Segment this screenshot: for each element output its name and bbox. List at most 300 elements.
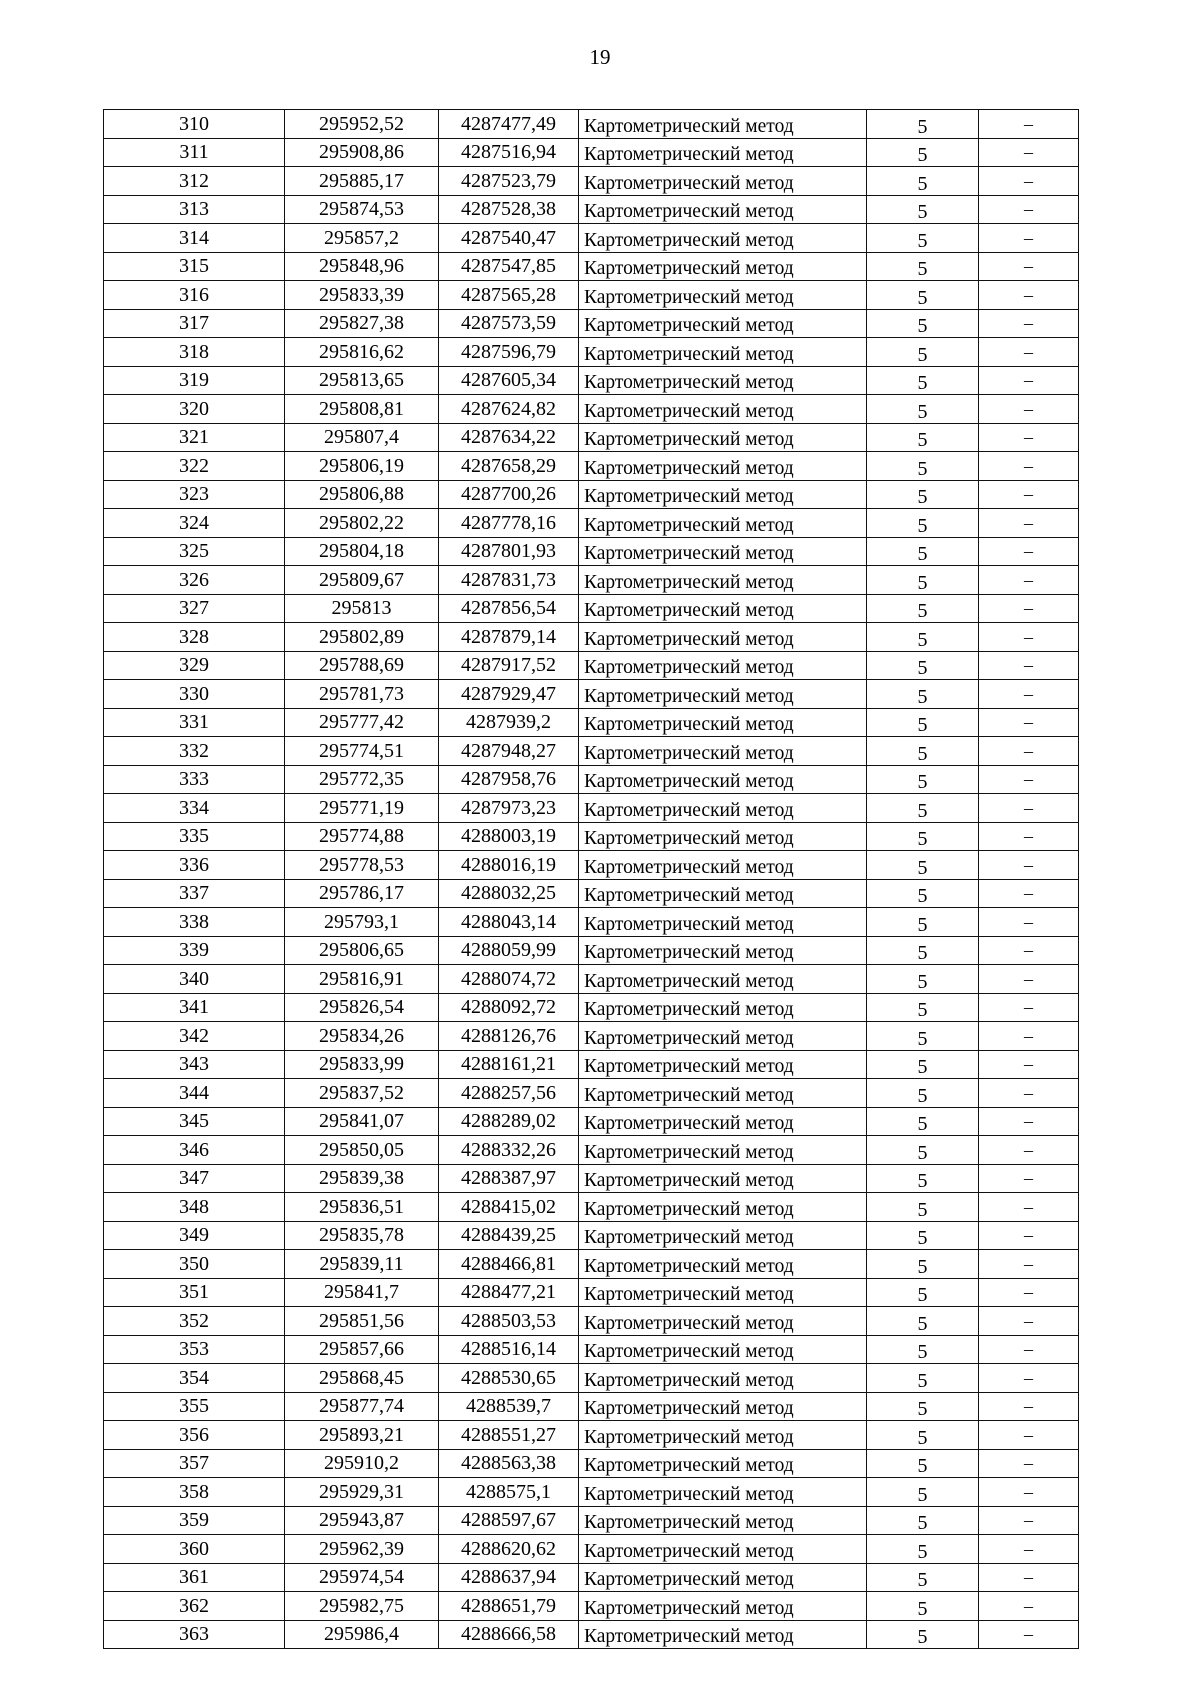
table-row — [104, 252, 1079, 281]
point-number-cell: 322 — [104, 452, 285, 481]
method-cell: Картометрический метод — [579, 252, 867, 281]
note-cell: – — [979, 765, 1079, 794]
point-number-cell: 319 — [104, 366, 285, 395]
table-row — [104, 737, 1079, 766]
x-coordinate-cell: 295908,86 — [285, 138, 439, 167]
coordinates-table — [103, 109, 1079, 1649]
table-row — [104, 195, 1079, 224]
y-coordinate-cell: 4288032,25 — [439, 879, 579, 908]
accuracy-cell: 5 — [867, 765, 979, 794]
point-number-cell: 333 — [104, 765, 285, 794]
x-coordinate-cell: 295877,74 — [285, 1392, 439, 1421]
point-number-cell: 320 — [104, 395, 285, 424]
point-number-cell: 353 — [104, 1335, 285, 1364]
note-cell: – — [979, 309, 1079, 338]
x-coordinate-cell: 295826,54 — [285, 993, 439, 1022]
method-cell: Картометрический метод — [579, 708, 867, 737]
table-row — [104, 423, 1079, 452]
note-cell: – — [979, 651, 1079, 680]
note-cell: – — [979, 1079, 1079, 1108]
note-cell: – — [979, 395, 1079, 424]
y-coordinate-cell: 4288387,97 — [439, 1164, 579, 1193]
point-number-cell: 338 — [104, 908, 285, 937]
x-coordinate-cell: 295816,62 — [285, 338, 439, 367]
accuracy-cell: 5 — [867, 1478, 979, 1507]
accuracy-cell: 5 — [867, 1164, 979, 1193]
note-cell: – — [979, 1563, 1079, 1592]
x-coordinate-cell: 295793,1 — [285, 908, 439, 937]
page-number: 19 — [589, 45, 611, 69]
accuracy-cell: 5 — [867, 110, 979, 139]
point-number-cell: 323 — [104, 480, 285, 509]
note-cell: – — [979, 224, 1079, 253]
accuracy-cell: 5 — [867, 480, 979, 509]
point-number-cell: 339 — [104, 936, 285, 965]
x-coordinate-cell: 295771,19 — [285, 794, 439, 823]
method-cell: Картометрический метод — [579, 452, 867, 481]
point-number-cell: 311 — [104, 138, 285, 167]
note-cell: – — [979, 281, 1079, 310]
note-cell: – — [979, 1392, 1079, 1421]
x-coordinate-cell: 295777,42 — [285, 708, 439, 737]
x-coordinate-cell: 295834,26 — [285, 1022, 439, 1051]
point-number-cell: 327 — [104, 594, 285, 623]
point-number-cell: 357 — [104, 1449, 285, 1478]
y-coordinate-cell: 4288575,1 — [439, 1478, 579, 1507]
x-coordinate-cell: 295802,89 — [285, 623, 439, 652]
accuracy-cell: 5 — [867, 366, 979, 395]
note-cell: – — [979, 1164, 1079, 1193]
accuracy-cell: 5 — [867, 708, 979, 737]
note-cell: – — [979, 908, 1079, 937]
x-coordinate-cell: 295809,67 — [285, 566, 439, 595]
x-coordinate-cell: 295781,73 — [285, 680, 439, 709]
x-coordinate-cell: 295857,66 — [285, 1335, 439, 1364]
point-number-cell: 346 — [104, 1136, 285, 1165]
accuracy-cell: 5 — [867, 1250, 979, 1279]
y-coordinate-cell: 4288043,14 — [439, 908, 579, 937]
table-row — [104, 1278, 1079, 1307]
x-coordinate-cell: 295836,51 — [285, 1193, 439, 1222]
coordinates-table-body — [104, 110, 1079, 1649]
x-coordinate-cell: 295837,52 — [285, 1079, 439, 1108]
note-cell: – — [979, 1307, 1079, 1336]
x-coordinate-cell: 295786,17 — [285, 879, 439, 908]
point-number-cell: 343 — [104, 1050, 285, 1079]
method-cell: Картометрический метод — [579, 338, 867, 367]
accuracy-cell: 5 — [867, 623, 979, 652]
table-row — [104, 879, 1079, 908]
y-coordinate-cell: 4288439,25 — [439, 1221, 579, 1250]
accuracy-cell: 5 — [867, 537, 979, 566]
table-row — [104, 1535, 1079, 1564]
y-coordinate-cell: 4288016,19 — [439, 851, 579, 880]
x-coordinate-cell: 295774,88 — [285, 822, 439, 851]
note-cell: – — [979, 1250, 1079, 1279]
y-coordinate-cell: 4288332,26 — [439, 1136, 579, 1165]
y-coordinate-cell: 4288597,67 — [439, 1506, 579, 1535]
y-coordinate-cell: 4288563,38 — [439, 1449, 579, 1478]
y-coordinate-cell: 4287917,52 — [439, 651, 579, 680]
accuracy-cell: 5 — [867, 452, 979, 481]
x-coordinate-cell: 295974,54 — [285, 1563, 439, 1592]
accuracy-cell: 5 — [867, 1563, 979, 1592]
accuracy-cell: 5 — [867, 936, 979, 965]
method-cell: Картометрический метод — [579, 1392, 867, 1421]
method-cell: Картометрический метод — [579, 936, 867, 965]
x-coordinate-cell: 295839,38 — [285, 1164, 439, 1193]
y-coordinate-cell: 4288059,99 — [439, 936, 579, 965]
accuracy-cell: 5 — [867, 423, 979, 452]
accuracy-cell: 5 — [867, 680, 979, 709]
table-row — [104, 1563, 1079, 1592]
note-cell: – — [979, 1620, 1079, 1649]
accuracy-cell: 5 — [867, 1107, 979, 1136]
x-coordinate-cell: 295806,88 — [285, 480, 439, 509]
x-coordinate-cell: 295813,65 — [285, 366, 439, 395]
note-cell: – — [979, 965, 1079, 994]
table-row — [104, 1250, 1079, 1279]
method-cell: Картометрический метод — [579, 195, 867, 224]
table-row — [104, 224, 1079, 253]
y-coordinate-cell: 4287565,28 — [439, 281, 579, 310]
note-cell: – — [979, 566, 1079, 595]
point-number-cell: 326 — [104, 566, 285, 595]
y-coordinate-cell: 4287540,47 — [439, 224, 579, 253]
point-number-cell: 328 — [104, 623, 285, 652]
y-coordinate-cell: 4287831,73 — [439, 566, 579, 595]
accuracy-cell: 5 — [867, 1221, 979, 1250]
x-coordinate-cell: 295885,17 — [285, 167, 439, 196]
accuracy-cell: 5 — [867, 1278, 979, 1307]
method-cell: Картометрический метод — [579, 1164, 867, 1193]
note-cell: – — [979, 879, 1079, 908]
x-coordinate-cell: 295929,31 — [285, 1478, 439, 1507]
y-coordinate-cell: 4288516,14 — [439, 1335, 579, 1364]
note-cell: – — [979, 1278, 1079, 1307]
y-coordinate-cell: 4287573,59 — [439, 309, 579, 338]
point-number-cell: 344 — [104, 1079, 285, 1108]
point-number-cell: 318 — [104, 338, 285, 367]
method-cell: Картометрический метод — [579, 1079, 867, 1108]
table-row — [104, 110, 1079, 139]
method-cell: Картометрический метод — [579, 1535, 867, 1564]
accuracy-cell: 5 — [867, 993, 979, 1022]
y-coordinate-cell: 4287658,29 — [439, 452, 579, 481]
note-cell: – — [979, 623, 1079, 652]
note-cell: – — [979, 1136, 1079, 1165]
accuracy-cell: 5 — [867, 1079, 979, 1108]
y-coordinate-cell: 4288651,79 — [439, 1592, 579, 1621]
point-number-cell: 340 — [104, 965, 285, 994]
table-row — [104, 1022, 1079, 1051]
accuracy-cell: 5 — [867, 851, 979, 880]
point-number-cell: 350 — [104, 1250, 285, 1279]
point-number-cell: 332 — [104, 737, 285, 766]
method-cell: Картометрический метод — [579, 309, 867, 338]
x-coordinate-cell: 295808,81 — [285, 395, 439, 424]
method-cell: Картометрический метод — [579, 1478, 867, 1507]
point-number-cell: 345 — [104, 1107, 285, 1136]
y-coordinate-cell: 4288257,56 — [439, 1079, 579, 1108]
table-row — [104, 537, 1079, 566]
table-row — [104, 1364, 1079, 1393]
method-cell: Картометрический метод — [579, 993, 867, 1022]
note-cell: – — [979, 1535, 1079, 1564]
note-cell: – — [979, 1050, 1079, 1079]
table-row — [104, 1221, 1079, 1250]
x-coordinate-cell: 295893,21 — [285, 1421, 439, 1450]
point-number-cell: 341 — [104, 993, 285, 1022]
y-coordinate-cell: 4288539,7 — [439, 1392, 579, 1421]
table-row — [104, 1592, 1079, 1621]
method-cell: Картометрический метод — [579, 1221, 867, 1250]
note-cell: – — [979, 1335, 1079, 1364]
accuracy-cell: 5 — [867, 338, 979, 367]
method-cell: Картометрический метод — [579, 138, 867, 167]
table-row — [104, 936, 1079, 965]
method-cell: Картометрический метод — [579, 1250, 867, 1279]
method-cell: Картометрический метод — [579, 651, 867, 680]
table-row — [104, 965, 1079, 994]
y-coordinate-cell: 4288161,21 — [439, 1050, 579, 1079]
point-number-cell: 336 — [104, 851, 285, 880]
accuracy-cell: 5 — [867, 1506, 979, 1535]
table-row — [104, 623, 1079, 652]
table-row — [104, 794, 1079, 823]
note-cell: – — [979, 822, 1079, 851]
accuracy-cell: 5 — [867, 395, 979, 424]
y-coordinate-cell: 4288530,65 — [439, 1364, 579, 1393]
accuracy-cell: 5 — [867, 1050, 979, 1079]
table-row — [104, 993, 1079, 1022]
x-coordinate-cell: 295857,2 — [285, 224, 439, 253]
note-cell: – — [979, 195, 1079, 224]
note-cell: – — [979, 1506, 1079, 1535]
method-cell: Картометрический метод — [579, 1449, 867, 1478]
note-cell: – — [979, 1022, 1079, 1051]
table-row — [104, 651, 1079, 680]
table-row — [104, 1449, 1079, 1478]
y-coordinate-cell: 4287634,22 — [439, 423, 579, 452]
method-cell: Картометрический метод — [579, 1364, 867, 1393]
note-cell: – — [979, 1364, 1079, 1393]
x-coordinate-cell: 295772,35 — [285, 765, 439, 794]
accuracy-cell: 5 — [867, 281, 979, 310]
note-cell: – — [979, 708, 1079, 737]
y-coordinate-cell: 4287624,82 — [439, 395, 579, 424]
accuracy-cell: 5 — [867, 1307, 979, 1336]
method-cell: Картометрический метод — [579, 1592, 867, 1621]
x-coordinate-cell: 295874,53 — [285, 195, 439, 224]
table-row — [104, 366, 1079, 395]
x-coordinate-cell: 295982,75 — [285, 1592, 439, 1621]
accuracy-cell: 5 — [867, 737, 979, 766]
point-number-cell: 355 — [104, 1392, 285, 1421]
x-coordinate-cell: 295802,22 — [285, 509, 439, 538]
method-cell: Картометрический метод — [579, 1050, 867, 1079]
table-row — [104, 851, 1079, 880]
method-cell: Картометрический метод — [579, 281, 867, 310]
point-number-cell: 313 — [104, 195, 285, 224]
method-cell: Картометрический метод — [579, 1421, 867, 1450]
accuracy-cell: 5 — [867, 1136, 979, 1165]
note-cell: – — [979, 423, 1079, 452]
accuracy-cell: 5 — [867, 1193, 979, 1222]
method-cell: Картометрический метод — [579, 1307, 867, 1336]
y-coordinate-cell: 4287879,14 — [439, 623, 579, 652]
table-row — [104, 1079, 1079, 1108]
table-row — [104, 708, 1079, 737]
table-row — [104, 1107, 1079, 1136]
point-number-cell: 359 — [104, 1506, 285, 1535]
note-cell: – — [979, 680, 1079, 709]
accuracy-cell: 5 — [867, 965, 979, 994]
y-coordinate-cell: 4287801,93 — [439, 537, 579, 566]
x-coordinate-cell: 295841,7 — [285, 1278, 439, 1307]
x-coordinate-cell: 295851,56 — [285, 1307, 439, 1336]
table-row — [104, 680, 1079, 709]
accuracy-cell: 5 — [867, 794, 979, 823]
method-cell: Картометрический метод — [579, 965, 867, 994]
note-cell: – — [979, 338, 1079, 367]
y-coordinate-cell: 4287516,94 — [439, 138, 579, 167]
method-cell: Картометрический метод — [579, 1107, 867, 1136]
table-row — [104, 1620, 1079, 1649]
point-number-cell: 337 — [104, 879, 285, 908]
accuracy-cell: 5 — [867, 138, 979, 167]
y-coordinate-cell: 4288477,21 — [439, 1278, 579, 1307]
point-number-cell: 347 — [104, 1164, 285, 1193]
accuracy-cell: 5 — [867, 509, 979, 538]
method-cell: Картометрический метод — [579, 1335, 867, 1364]
method-cell: Картометрический метод — [579, 737, 867, 766]
method-cell: Картометрический метод — [579, 537, 867, 566]
point-number-cell: 310 — [104, 110, 285, 139]
method-cell: Картометрический метод — [579, 879, 867, 908]
note-cell: – — [979, 1449, 1079, 1478]
accuracy-cell: 5 — [867, 309, 979, 338]
y-coordinate-cell: 4287700,26 — [439, 480, 579, 509]
accuracy-cell: 5 — [867, 1392, 979, 1421]
table-row — [104, 1193, 1079, 1222]
y-coordinate-cell: 4287778,16 — [439, 509, 579, 538]
x-coordinate-cell: 295806,65 — [285, 936, 439, 965]
method-cell: Картометрический метод — [579, 623, 867, 652]
point-number-cell: 315 — [104, 252, 285, 281]
x-coordinate-cell: 295850,05 — [285, 1136, 439, 1165]
x-coordinate-cell: 295952,52 — [285, 110, 439, 139]
table-row — [104, 1050, 1079, 1079]
table-row — [104, 594, 1079, 623]
x-coordinate-cell: 295841,07 — [285, 1107, 439, 1136]
point-number-cell: 360 — [104, 1535, 285, 1564]
x-coordinate-cell: 295839,11 — [285, 1250, 439, 1279]
point-number-cell: 362 — [104, 1592, 285, 1621]
point-number-cell: 352 — [104, 1307, 285, 1336]
y-coordinate-cell: 4288289,02 — [439, 1107, 579, 1136]
y-coordinate-cell: 4287948,27 — [439, 737, 579, 766]
point-number-cell: 335 — [104, 822, 285, 851]
point-number-cell: 312 — [104, 167, 285, 196]
x-coordinate-cell: 295788,69 — [285, 651, 439, 680]
point-number-cell: 354 — [104, 1364, 285, 1393]
point-number-cell: 361 — [104, 1563, 285, 1592]
note-cell: – — [979, 1592, 1079, 1621]
y-coordinate-cell: 4287856,54 — [439, 594, 579, 623]
x-coordinate-cell: 295807,4 — [285, 423, 439, 452]
method-cell: Картометрический метод — [579, 423, 867, 452]
accuracy-cell: 5 — [867, 879, 979, 908]
method-cell: Картометрический метод — [579, 794, 867, 823]
point-number-cell: 321 — [104, 423, 285, 452]
accuracy-cell: 5 — [867, 594, 979, 623]
method-cell: Картометрический метод — [579, 1278, 867, 1307]
y-coordinate-cell: 4288620,62 — [439, 1535, 579, 1564]
x-coordinate-cell: 295943,87 — [285, 1506, 439, 1535]
method-cell: Картометрический метод — [579, 1136, 867, 1165]
table-row — [104, 908, 1079, 937]
note-cell: – — [979, 993, 1079, 1022]
point-number-cell: 317 — [104, 309, 285, 338]
accuracy-cell: 5 — [867, 167, 979, 196]
x-coordinate-cell: 295986,4 — [285, 1620, 439, 1649]
x-coordinate-cell: 295910,2 — [285, 1449, 439, 1478]
table-row — [104, 452, 1079, 481]
table-row — [104, 566, 1079, 595]
y-coordinate-cell: 4287528,38 — [439, 195, 579, 224]
table-row — [104, 1335, 1079, 1364]
accuracy-cell: 5 — [867, 1449, 979, 1478]
note-cell: – — [979, 1221, 1079, 1250]
table-row — [104, 1421, 1079, 1450]
point-number-cell: 349 — [104, 1221, 285, 1250]
note-cell: – — [979, 594, 1079, 623]
accuracy-cell: 5 — [867, 651, 979, 680]
point-number-cell: 358 — [104, 1478, 285, 1507]
method-cell: Картометрический метод — [579, 594, 867, 623]
note-cell: – — [979, 936, 1079, 965]
accuracy-cell: 5 — [867, 1022, 979, 1051]
note-cell: – — [979, 794, 1079, 823]
y-coordinate-cell: 4288666,58 — [439, 1620, 579, 1649]
x-coordinate-cell: 295962,39 — [285, 1535, 439, 1564]
note-cell: – — [979, 1193, 1079, 1222]
method-cell: Картометрический метод — [579, 908, 867, 937]
note-cell: – — [979, 537, 1079, 566]
y-coordinate-cell: 4288466,81 — [439, 1250, 579, 1279]
note-cell: – — [979, 1478, 1079, 1507]
x-coordinate-cell: 295835,78 — [285, 1221, 439, 1250]
x-coordinate-cell: 295868,45 — [285, 1364, 439, 1393]
table-row — [104, 822, 1079, 851]
x-coordinate-cell: 295804,18 — [285, 537, 439, 566]
point-number-cell: 330 — [104, 680, 285, 709]
method-cell: Картометрический метод — [579, 680, 867, 709]
table-row — [104, 1164, 1079, 1193]
y-coordinate-cell: 4288551,27 — [439, 1421, 579, 1450]
point-number-cell: 329 — [104, 651, 285, 680]
note-cell: – — [979, 167, 1079, 196]
y-coordinate-cell: 4288003,19 — [439, 822, 579, 851]
method-cell: Картометрический метод — [579, 509, 867, 538]
table-row — [104, 1136, 1079, 1165]
accuracy-cell: 5 — [867, 908, 979, 937]
y-coordinate-cell: 4287929,47 — [439, 680, 579, 709]
y-coordinate-cell: 4287523,79 — [439, 167, 579, 196]
method-cell: Картометрический метод — [579, 765, 867, 794]
x-coordinate-cell: 295816,91 — [285, 965, 439, 994]
